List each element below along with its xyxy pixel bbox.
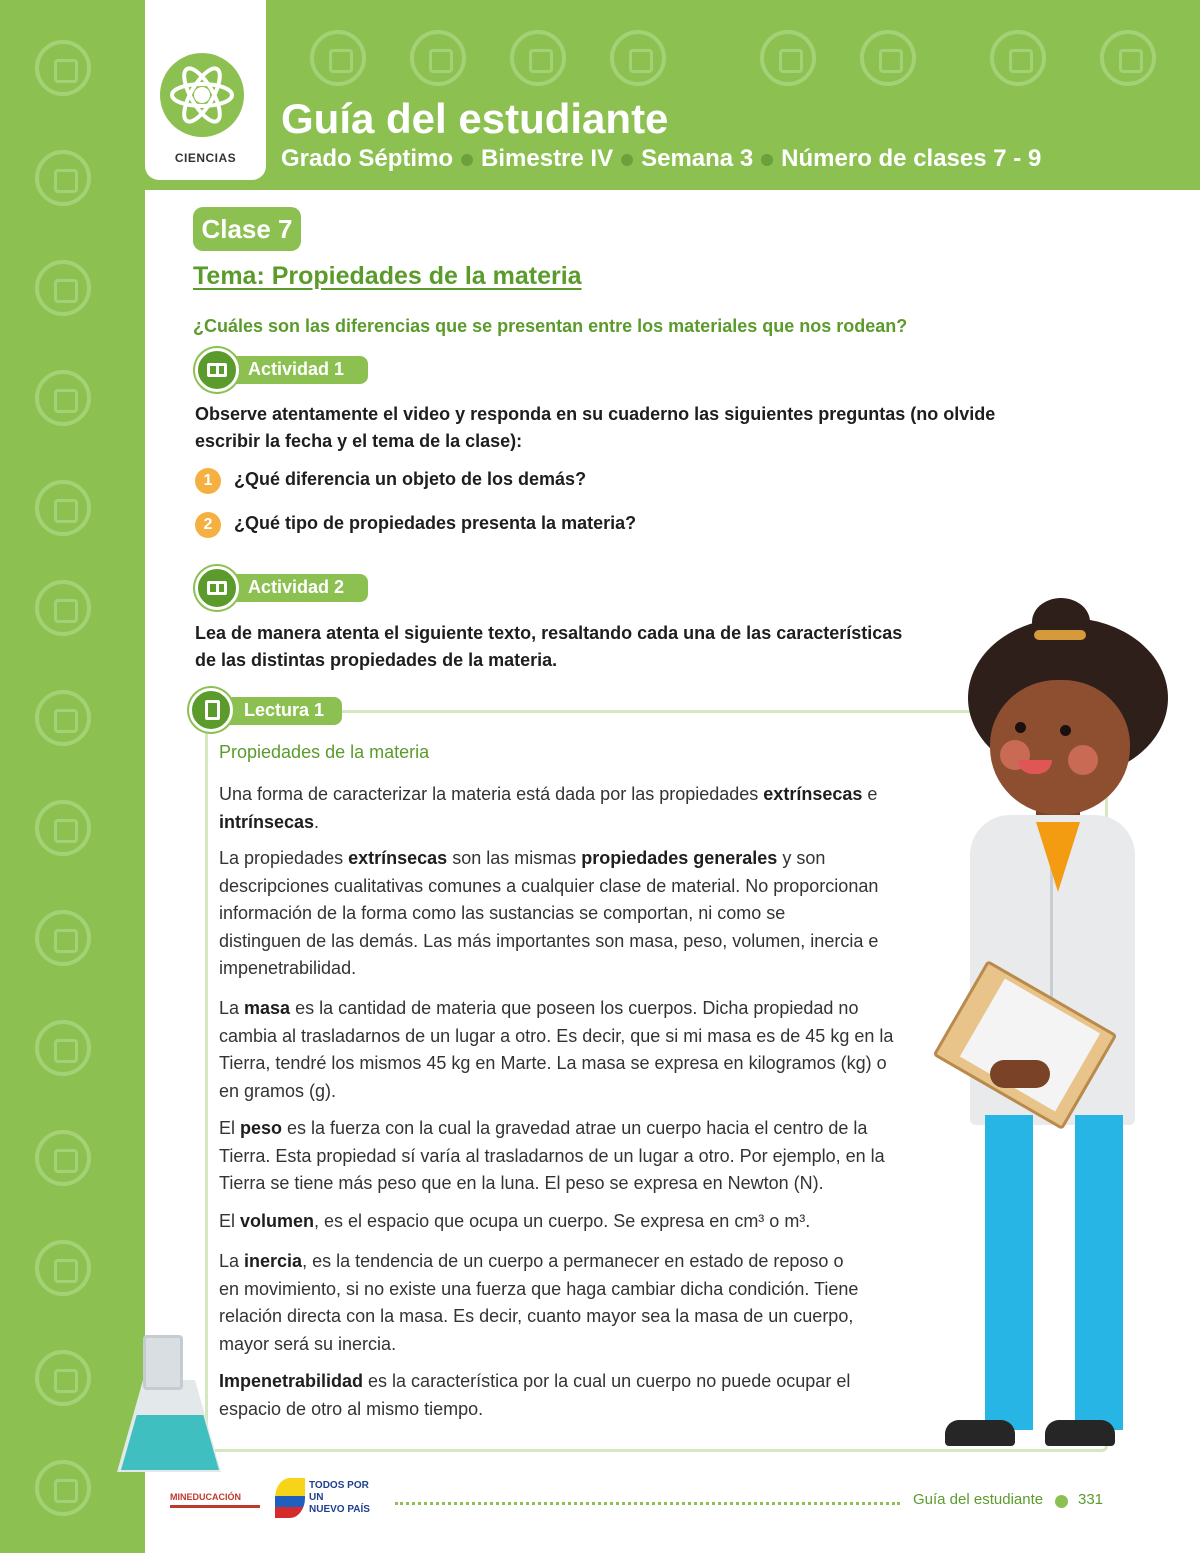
flask-pattern-icon	[35, 1020, 91, 1076]
separator-dot	[761, 154, 773, 166]
flask-pattern-icon	[35, 260, 91, 316]
question-number-2: 2	[195, 512, 221, 538]
foot-pattern-icon	[35, 910, 91, 966]
document-icon	[189, 688, 233, 732]
monkey-pattern-icon	[35, 1240, 91, 1296]
molecule-pattern-icon	[35, 1130, 91, 1186]
page-subtitle	[281, 145, 1041, 173]
instruction-line: de las distintas propiedades de la materia.	[195, 650, 558, 670]
reading-paragraph-5: El volumen, es el espacio que ocupa un cuerpo. Se expresa en cm³ o m³.	[219, 1211, 811, 1231]
nuevo-pais-logo: TODOS POR UN NUEVO PAÍS	[275, 1478, 385, 1518]
reading-paragraph-6: La inercia, es la tendencia de un cuerpo a permanecer en estado de reposo o en movimiento, si no existe una fuerza que haga cambiar dicha condición. Tiene relación directa con la masa. Es decir, cuanto mayor sea la masa de un cuerpo, mayor será su inercia.	[219, 1251, 859, 1354]
molecule-pattern-icon	[860, 30, 916, 86]
petri-dish-pattern-icon	[410, 30, 466, 86]
reading-paragraph-4: El peso es la fuerza con la cual la gravedad atrae un cuerpo hacia el centro de la Tierra. Esta propiedad sí varía al trasladarnos de un lugar a otro. Por ejemplo, en la Tierra se tiene más peso que en la luna. El peso se expresa en Newton (N).	[219, 1118, 885, 1193]
class-badge: Clase 7	[193, 207, 301, 251]
logo-label: CIENCIAS	[174, 151, 237, 165]
microscope-pattern-icon	[35, 1460, 91, 1516]
atom-pattern-icon	[990, 30, 1046, 86]
footer-dot	[1055, 1495, 1068, 1508]
foot-pattern-icon	[35, 150, 91, 206]
week-label: Semana 3	[641, 145, 754, 172]
page-number: 331	[1078, 1491, 1104, 1508]
atom-pattern-icon	[35, 580, 91, 636]
reading-paragraph-1: Una forma de caracterizar la materia está dada por las propiedades extrínsecas e intrínsecas.	[219, 784, 878, 832]
reading-title: Propiedades de la materia	[219, 742, 430, 762]
bimester-label: Bimestre IV	[481, 145, 614, 172]
question-number-1: 1	[195, 468, 221, 494]
footer-label: Guía del estudiante	[913, 1491, 1044, 1508]
reading-label: Lectura 1	[244, 700, 325, 720]
topic-title: Tema: Propiedades de la materia	[193, 262, 582, 290]
instruction-line: escribir la fecha y el tema de la clase):	[195, 431, 523, 451]
mineducacion-logo: MINEDUCACIÓN	[170, 1490, 260, 1508]
activity-2-instructions	[195, 620, 902, 674]
book-icon	[195, 348, 239, 392]
activity-1-instructions	[195, 401, 995, 455]
molecule-pattern-icon	[35, 370, 91, 426]
test-tube-pattern-icon	[510, 30, 566, 86]
flask-pattern-icon	[35, 690, 91, 746]
separator-dot	[621, 154, 633, 166]
book-icon	[195, 566, 239, 610]
separator-dot	[461, 154, 473, 166]
flask-pattern-icon	[35, 40, 91, 96]
grade-label: Grado Séptimo	[281, 145, 454, 172]
flask-pattern-icon	[310, 30, 366, 86]
instruction-line: Observe atentamente el video y responda en su cuaderno las siguientes preguntas (no olvide	[195, 404, 996, 424]
atom-pattern-icon	[35, 1350, 91, 1406]
flag-icon	[275, 1478, 305, 1518]
reading-paragraph-7: Impenetrabilidad es la característica por la cual un cuerpo no puede ocupar el espacio de otro al mismo tiempo.	[219, 1371, 851, 1419]
monkey-pattern-icon	[35, 480, 91, 536]
science-pattern-strip	[0, 0, 145, 1553]
microscope-pattern-icon	[1100, 30, 1156, 86]
atom-icon	[160, 53, 244, 137]
activity-1-label: Actividad 1	[248, 359, 345, 379]
classes-label: Número de clases 7 - 9	[781, 145, 1042, 172]
question-2: ¿Qué tipo de propiedades presenta la materia?	[234, 513, 637, 533]
page-title: Guía del estudiante	[281, 95, 669, 142]
dna-pattern-icon	[610, 30, 666, 86]
reading-paragraph-3: La masa es la cantidad de materia que poseen los cuerpos. Dicha propiedad no cambia al trasladarnos de un lugar a otro. Es decir, que si mi masa es de 45 kg en la Tierra, tendré los mismos 45 kg en Marte. La masa se expresa en kilogramos (kg) o en gramos (g).	[219, 998, 894, 1101]
atom-pattern-icon	[760, 30, 816, 86]
footer-dotted-line	[395, 1502, 900, 1505]
microscope-pattern-icon	[35, 800, 91, 856]
activity-2-label: Actividad 2	[248, 577, 345, 597]
instruction-line: Lea de manera atenta el siguiente texto, resaltando cada una de las características	[195, 623, 903, 643]
reading-paragraph-2: La propiedades extrínsecas son las mismas propiedades generales y son descripciones cualitativas comunes a cualquier clase de material. No proporcionan información de la forma como las sustancias se comportan, ni como se distinguen de las demás. Las más importantes son masa, peso, volumen, inercia e impenetrabilidad.	[219, 848, 879, 978]
guiding-question: ¿Cuáles son las diferencias que se presentan entre los materiales que nos rodean?	[193, 316, 908, 336]
question-1: ¿Qué diferencia un objeto de los demás?	[234, 469, 587, 489]
